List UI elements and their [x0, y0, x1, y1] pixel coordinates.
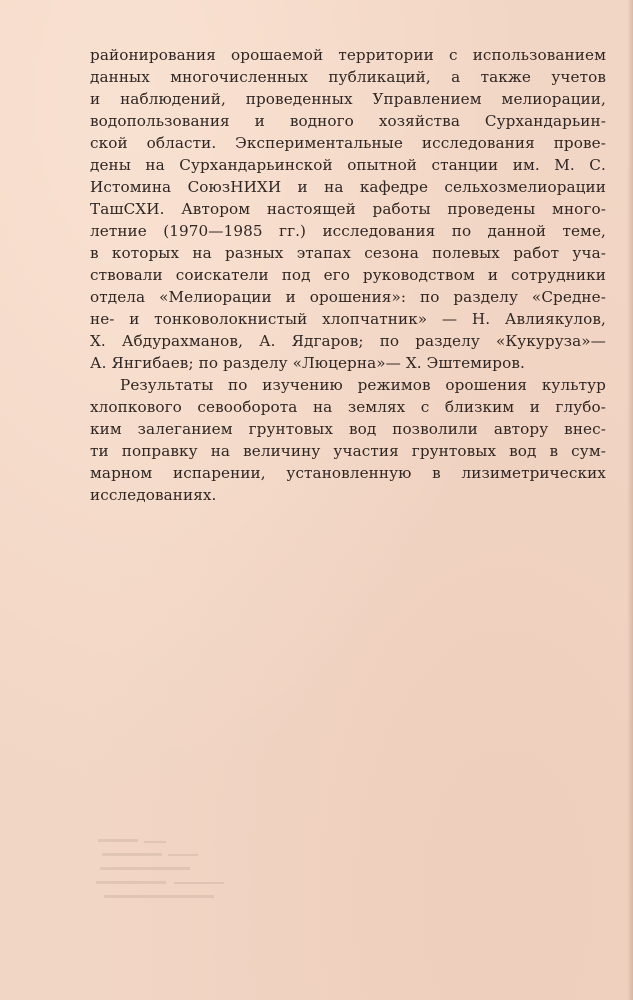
word: участия [333, 442, 399, 460]
word: которых [111, 244, 180, 262]
word: ким [90, 420, 122, 438]
word: Сурхандарьинской [179, 156, 333, 174]
word: также [480, 68, 531, 86]
word: Н. [471, 310, 491, 328]
text-line: исследованиях. [90, 486, 217, 504]
text-line [90, 308, 606, 330]
word: Авлиякулов, [504, 310, 606, 328]
word: сотрудники [511, 266, 606, 284]
word: в [432, 464, 441, 482]
word: орошаемой [231, 46, 324, 64]
word: хозяйства [378, 112, 460, 130]
word: и [285, 288, 296, 306]
word: ТашСХИ. [90, 200, 165, 218]
word: Ядгаров; [291, 332, 364, 350]
text-line [90, 264, 606, 286]
word: кафедре [359, 178, 429, 196]
word: ти [90, 442, 109, 460]
word: величину [243, 442, 321, 460]
word: использованием [472, 46, 606, 64]
text-line [90, 242, 606, 264]
word: с [420, 398, 430, 416]
word: по [419, 288, 440, 306]
word: исследования [322, 222, 436, 240]
word: по [228, 376, 248, 394]
word: отдела [90, 288, 146, 306]
word: орошения»: [309, 288, 407, 306]
word: исследования [421, 134, 535, 152]
word: хлопчатник» [322, 310, 428, 328]
word: а [451, 68, 461, 86]
word: под [281, 266, 311, 284]
word: глубо- [555, 398, 606, 416]
text-line [90, 88, 606, 110]
word: с [448, 46, 458, 64]
word: поправку [121, 442, 198, 460]
word: и [529, 398, 540, 416]
word: публикаций, [328, 68, 431, 86]
word: на [210, 442, 231, 460]
text-line [90, 330, 606, 352]
word: режимов [357, 376, 431, 394]
word: Управлением [372, 90, 482, 108]
word: культур [541, 376, 606, 394]
word: гг.) [279, 222, 307, 240]
word: уча- [572, 244, 606, 262]
word: многочисленных [170, 68, 309, 86]
word: по [451, 222, 472, 240]
word: марном [90, 464, 153, 482]
word: С. [589, 156, 606, 174]
word: водопользования [90, 112, 230, 130]
word: близким [444, 398, 515, 416]
word: автору [493, 420, 549, 438]
text-line [90, 66, 606, 88]
bleed-through-smudge [96, 835, 266, 910]
text-line [90, 154, 606, 176]
word: лизиметрических [461, 464, 606, 482]
word: севооборота [197, 398, 298, 416]
word: и [129, 310, 140, 328]
word: землях [347, 398, 406, 416]
word: «Мелиорации [159, 288, 272, 306]
word: станции [431, 156, 499, 174]
word: проведены [447, 200, 536, 218]
word: соискатели [175, 266, 269, 284]
word: на [192, 244, 212, 262]
word: области. [146, 134, 217, 152]
word: территории [338, 46, 434, 64]
word: этапах [296, 244, 351, 262]
text-line [90, 396, 606, 418]
word: водного [289, 112, 354, 130]
text-line [90, 176, 606, 198]
word: орошения [445, 376, 528, 394]
text-line [90, 374, 606, 396]
word: учетов [551, 68, 606, 86]
word: изучению [262, 376, 343, 394]
word: СоюзНИХИ [187, 178, 282, 196]
word: прове- [553, 134, 606, 152]
word: разделу [453, 288, 519, 306]
word: испарении, [172, 464, 266, 482]
word: по [379, 332, 400, 350]
word: летние [90, 222, 147, 240]
word: вод [348, 420, 377, 438]
text-line [90, 462, 606, 484]
word: залеганием [137, 420, 233, 438]
word: данных [90, 68, 150, 86]
word: хлопкового [90, 398, 182, 416]
word: Результаты [120, 376, 214, 394]
text-line [90, 418, 606, 440]
word: разделу [415, 332, 480, 350]
word: Х. [90, 332, 106, 350]
word: (1970—1985 [163, 222, 263, 240]
word: проведенных [245, 90, 353, 108]
body-text [90, 44, 606, 506]
text-line: А. Янгибаев; по разделу «Люцерна»— Х. Эштемиров. [90, 354, 525, 372]
word: позволили [392, 420, 478, 438]
word: — [441, 310, 458, 328]
word: сезона [364, 244, 419, 262]
word: Экспериментальные [235, 134, 403, 152]
word: М. [554, 156, 575, 174]
word: «Кукуруза»— [495, 332, 606, 350]
text-line [90, 220, 606, 242]
word: его [323, 266, 350, 284]
word: опытной [347, 156, 418, 174]
word: и [297, 178, 308, 196]
word: тонковолокнистый [154, 310, 308, 328]
word: дены [90, 156, 131, 174]
word: много- [552, 200, 606, 218]
word: Абдурахманов, [121, 332, 243, 350]
word: и [90, 90, 101, 108]
word: А. [259, 332, 276, 350]
word: наблюдений, [120, 90, 226, 108]
text-line [90, 132, 606, 154]
word: разных [225, 244, 284, 262]
word: на [312, 398, 333, 416]
word: ствовали [90, 266, 163, 284]
word: установленную [286, 464, 412, 482]
word: руководством [362, 266, 475, 284]
text-line [90, 440, 606, 462]
word: в [549, 442, 559, 460]
word: внес- [564, 420, 606, 438]
word: и [254, 112, 265, 130]
word: в [90, 244, 99, 262]
word: на [324, 178, 344, 196]
word: на [145, 156, 165, 174]
word: теме, [562, 222, 606, 240]
text-line [90, 44, 606, 66]
word: сум- [571, 442, 606, 460]
word: ской [90, 134, 128, 152]
word: грунтовых [411, 442, 497, 460]
text-line [90, 198, 606, 220]
word: не- [90, 310, 115, 328]
word: Автором [181, 200, 251, 218]
word: мелиорации, [501, 90, 606, 108]
word: «Средне- [531, 288, 606, 306]
word: им. [512, 156, 540, 174]
word: полевых [432, 244, 500, 262]
word: работы [372, 200, 431, 218]
word: Истомина [90, 178, 172, 196]
text-line [90, 110, 606, 132]
word: вод [509, 442, 537, 460]
word: настоящей [266, 200, 356, 218]
word: работ [513, 244, 560, 262]
word: данной [487, 222, 547, 240]
word: Сурхандарьин- [484, 112, 606, 130]
word: районирования [90, 46, 216, 64]
word: и [487, 266, 499, 284]
text-line [90, 286, 606, 308]
word: грунтовых [248, 420, 334, 438]
word: сельхозмелиорации [444, 178, 606, 196]
